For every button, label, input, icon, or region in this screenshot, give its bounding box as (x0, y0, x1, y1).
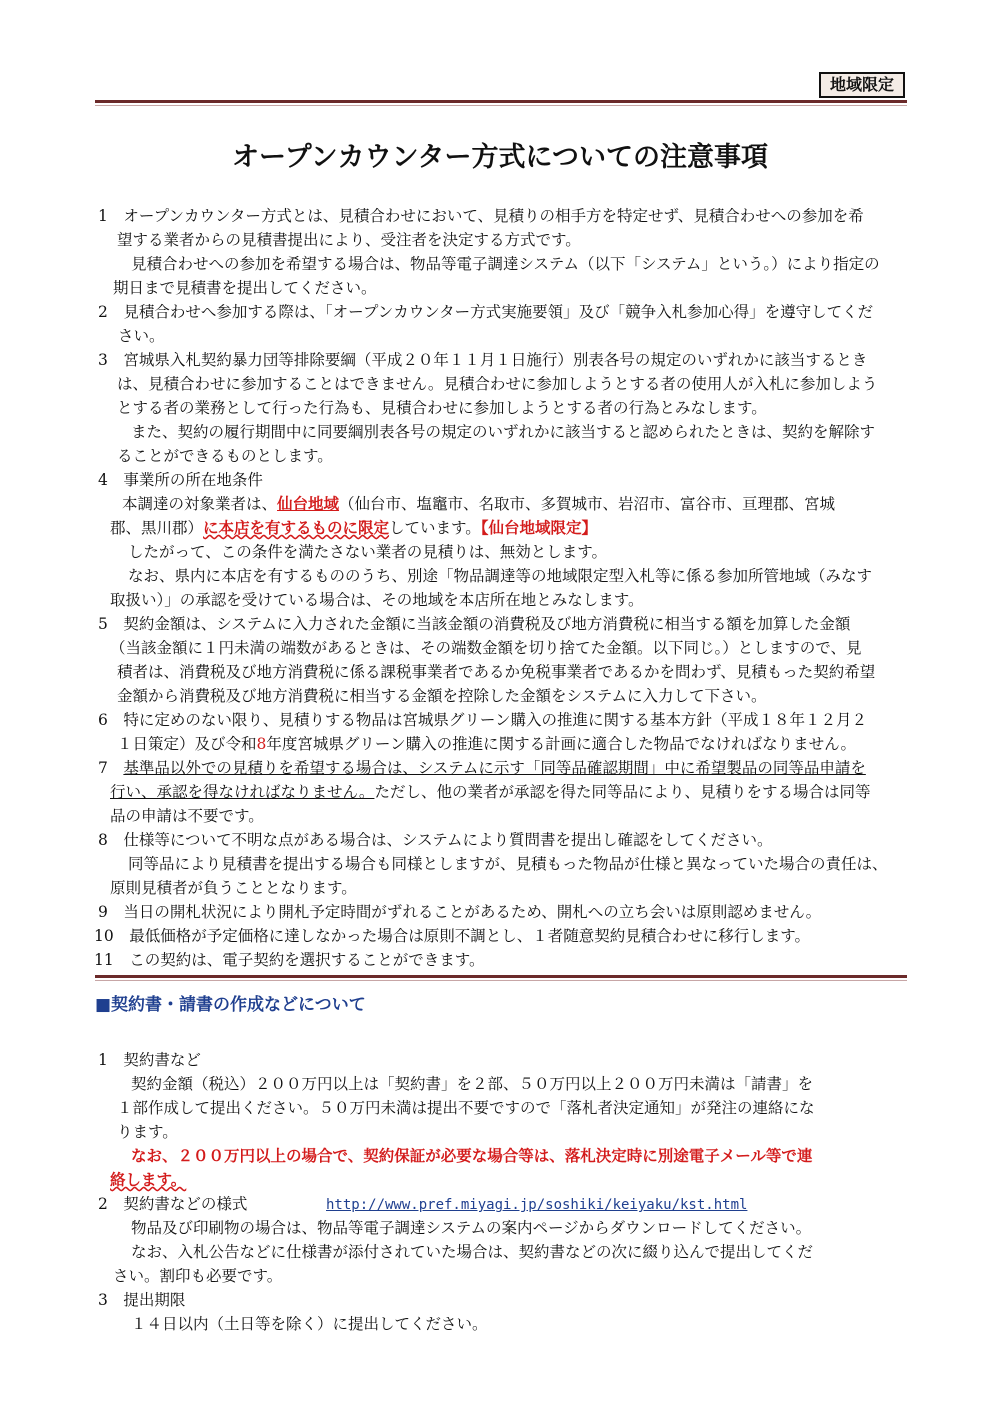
contract-guarantee-notice-line-2 (110, 1168, 186, 1192)
section-rule (95, 975, 907, 981)
item-4-line-5: 取扱い）」の承認を受けている場合は、その地域を本店所在地とみなします。 (110, 591, 644, 609)
item-7-underlined-text-2: 行い、承認を得なければなりません。 (110, 783, 375, 801)
item-4-area-list: （仙台市、塩竈市、名取市、多賀城市、岩沼市、富谷市、亘理郡、宮城 (339, 495, 836, 513)
top-rule (95, 100, 907, 106)
item-3-line-3: とする者の業務として行った行為も、見積合わせに参加しようとする者の行為とみなします。 (117, 399, 767, 417)
section-item-2-line-2: なお、入札公告などに仕様書が添付されていた場合は、契約書などの次に綴り込んで提出してくだ (131, 1243, 814, 1261)
item-1-line-1: 1 オープンカウンター方式とは、見積合わせにおいて、見積りの相手方を特定せず、見積合わせへの参加を希 (98, 207, 864, 225)
item-4-text-2: しています。 (389, 519, 481, 537)
item-7-text: ただし、他の業者が承認を得た同等品により、見積りをする場合は同等 (374, 783, 871, 801)
sendai-limited-tag: 【仙台地域限定】 (480, 518, 598, 537)
item-1-line-2: 望する業者からの見積書提出により、受注者を決定する方式です。 (117, 231, 581, 249)
forms-link-line (326, 1192, 747, 1216)
section-item-2-heading (98, 1192, 247, 1216)
item-6-text: １日策定）及び令和 (117, 735, 257, 753)
item-3-line-1: 3 宮城県入札契約暴力団等排除要綱（平成２０年１１月１日施行）別表各号の規定のいずれかに該当するとき (98, 351, 868, 369)
section-item-2-line-1: 物品及び印刷物の場合は、物品等電子調達システムの案内ページからダウンロードしてください。 (131, 1219, 812, 1237)
item-1-line-4: 期日まで見積書を提出してください。 (113, 279, 377, 297)
item-7-underlined-text: 基準品以外での見積りを希望する場合は、システムに示す「同等品確認期間」中に希望製品の同等品申請を (123, 759, 866, 777)
section-item-1-line-3: ります。 (117, 1123, 178, 1141)
forms-heading: 2 契約書などの様式 (98, 1195, 248, 1213)
item-2-line-2: さい。 (118, 327, 165, 345)
item-8-line-2: 同等品により見積書を提出する場合も同様としますが、見積もった物品が仕様と異なっていた場合の責任は、 (128, 855, 888, 873)
item-1-line-3: 見積合わせへの参加を希望する場合は、物品等電子調達システム（以下「システム」という。）により指定の (131, 255, 880, 273)
section-title: ■契約書・請書の作成などについて (95, 995, 366, 1015)
item-5-line-4: 金額から消費税及び地方消費税に相当する金額を控除した金額をシステムに入力して下さい。 (117, 687, 767, 705)
item-11: 11 この契約は、電子契約を選択することができます。 (94, 951, 485, 969)
sendai-area-highlight: 仙台地域 (277, 494, 340, 513)
item-2-line-1: 2 見積合わせへ参加する際は、「オープンカウンター方式実施要領」及び「競争入札参加心得」を遵守してくだ (98, 303, 874, 321)
item-7-number: 7 (98, 759, 124, 777)
item-4-district: 郡、黒川郡） (110, 519, 204, 537)
item-7-line-1 (98, 756, 866, 780)
forms-link[interactable]: http://www.pref.miyagi.jp/soshiki/keiyaku/kst.html (326, 1197, 748, 1213)
page-title: オープンカウンター方式についての注意事項 (232, 142, 768, 173)
item-8-line-3: 原則見積者が負うこととなります。 (110, 879, 357, 897)
item-4-line-3: したがって、この条件を満たさない業者の見積りは、無効とします。 (128, 543, 607, 561)
item-5-line-3: 積者は、消費税及び地方消費税に係る課税事業者であるか免税事業者であるかを問わず、見積もった契約希望 (117, 663, 876, 681)
section-item-1-line-2: １部作成して提出ください。５０万円未満は提出不要ですので「落札者決定通知」が発注の連絡にな (117, 1099, 815, 1117)
contract-guarantee-notice-line-1: なお、２００万円以上の場合で、契約保証が必要な場合等は、落札決定時に別途電子メール等で連 (131, 1146, 813, 1165)
item-3-line-5: ることができるものとします。 (117, 447, 333, 465)
item-7-line-3: 品の申請は不要です。 (110, 807, 264, 825)
item-4-line-1 (122, 492, 835, 516)
item-7-line-2 (110, 780, 870, 804)
item-3-line-4: また、契約の履行期間中に同要綱別表各号の規定のいずれかに該当すると認められたときは、契約を解除す (131, 423, 876, 441)
section-item-1-heading: 1 契約書など (98, 1051, 201, 1069)
item-4-line-4: なお、県内に本店を有するもののうち、別途「物品調達等の地域限定型入札等に係る参加所管地域（みなす (128, 567, 873, 585)
fiscal-year-number: 8 (256, 735, 267, 753)
item-4-heading: 4 事業所の所在地条件 (98, 471, 263, 489)
item-5-line-2: （当該金額に１円未満の端数があるときは、その端数金額を切り捨てた金額。以下同じ。）としますので、見 (110, 639, 862, 657)
head-office-limit-highlight: に本店を有するものに限定 (203, 518, 390, 537)
item-6-line-1: 6 特に定めのない限り、見積りする物品は宮城県グリーン購入の推進に関する基本方針（平成１８年１２月２ (98, 711, 868, 729)
item-3-line-2: は、見積合わせに参加することはできません。見積合わせに参加しようとする者の使用人が入札に参加しよう (117, 375, 878, 393)
contract-guarantee-notice-end: 絡します。 (110, 1170, 187, 1189)
item-5-line-1: 5 契約金額は、システムに入力された金額に当該金額の消費税及び地方消費税に相当する額を加算した金額 (98, 615, 851, 633)
item-4-line-2 (110, 516, 597, 540)
section-item-3-heading: 3 提出期限 (98, 1291, 186, 1309)
item-6-line-2 (117, 732, 856, 756)
item-9: 9 当日の開札状況により開札予定時間がずれることがあるため、開札への立ち会いは原則認めません。 (98, 903, 822, 921)
item-8-line-1: 8 仕様等について不明な点がある場合は、システムにより質問書を提出し確認をしてください。 (98, 831, 773, 849)
section-item-2-line-3: さい。割印も必要です。 (113, 1267, 283, 1285)
section-item-3-line-1: １４日以内（土日等を除く）に提出してください。 (131, 1315, 488, 1333)
item-10: 10 最低価格が予定価格に達しなかった場合は原則不調とし、１者随意契約見積合わせに移行します。 (94, 927, 810, 945)
section-item-1-line-1: 契約金額（税込）２００万円以上は「契約書」を２部、５０万円以上２００万円未満は「請書」を (131, 1075, 814, 1093)
item-6-text-2: 年度宮城県グリーン購入の推進に関する計画に適合した物品でなければなりません。 (266, 735, 857, 753)
item-4-text: 本調達の対象業者は、 (122, 495, 278, 513)
region-limited-badge: 地域限定 (819, 72, 905, 98)
